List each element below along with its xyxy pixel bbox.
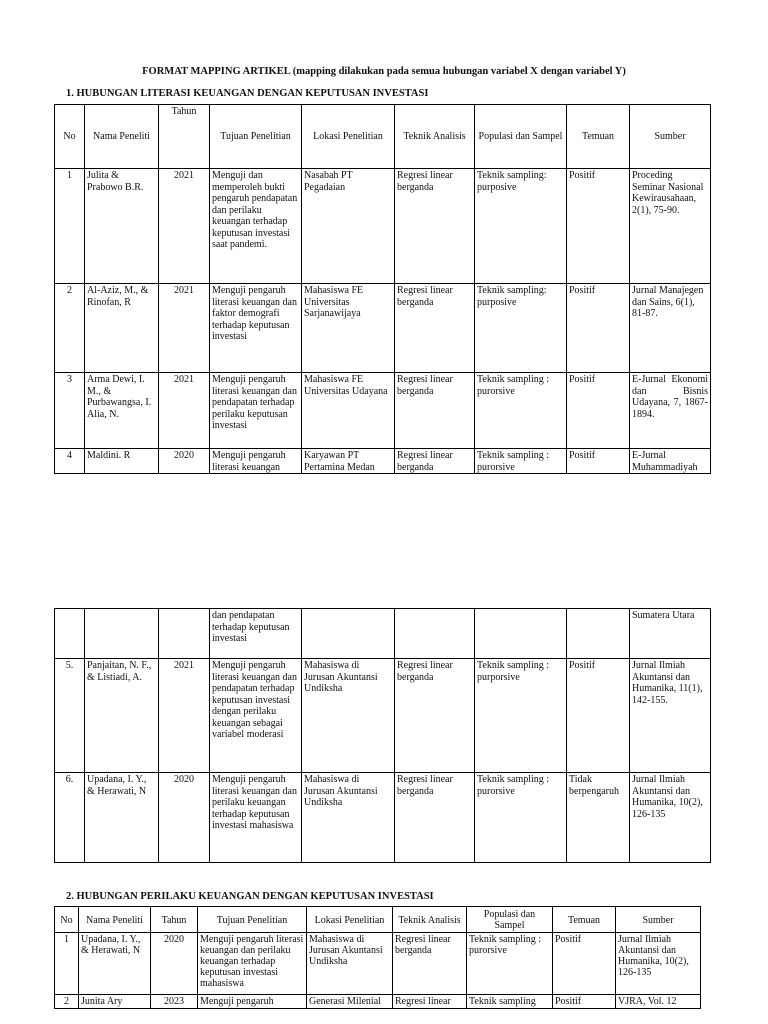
cell-populasi: Teknik sampling: purposive <box>475 284 567 373</box>
cell-sumber: VJRA, Vol. 12 <box>616 995 701 1009</box>
cell-sumber: Jurnal Ilmiah Akuntansi dan Humanika, 10(2), 126-135 <box>616 933 701 995</box>
cell-lokasi: Mahasiswa di Jurusan Akuntansi Undiksha <box>302 773 395 863</box>
cell-temuan: Positif <box>567 659 630 773</box>
col-header-tahun: Tahun <box>159 105 210 169</box>
col-header-populasi: Populasi dan Sampel <box>467 907 553 933</box>
cell-tahun: 2021 <box>159 169 210 284</box>
col-header-teknik: Teknik Analisis <box>395 105 475 169</box>
cell-tahun: 2020 <box>159 773 210 863</box>
col-header-teknik: Teknik Analisis <box>393 907 467 933</box>
cell-tujuan: Menguji pengaruh <box>198 995 307 1009</box>
cell-populasi: Teknik sampling : purorsive <box>475 449 567 474</box>
cell-sumber: Sumatera Utara <box>630 609 711 659</box>
cell-lokasi <box>302 609 395 659</box>
cell-nama: Junita Ary <box>79 995 151 1009</box>
table-row <box>55 449 711 474</box>
cell-teknik: Regresi linear berganda <box>393 933 467 995</box>
cell-sumber: Jurnal Manajegen dan Sains, 6(1), 81-87. <box>630 284 711 373</box>
cell-temuan: Positif <box>567 373 630 449</box>
col-header-temuan: Temuan <box>567 105 630 169</box>
table-row <box>55 373 711 449</box>
section-1-table <box>54 104 711 474</box>
cell-populasi <box>475 609 567 659</box>
cell-nama <box>85 609 159 659</box>
cell-tujuan: dan pendapatan terhadap keputusan investasi <box>210 609 302 659</box>
table-header-row <box>55 907 701 933</box>
col-header-tujuan: Tujuan Penelitian <box>210 105 302 169</box>
cell-sumber: Jurnal Ilmiah Akuntansi dan Humanika, 11(1), 142-155. <box>630 659 711 773</box>
cell-tujuan: Menguji pengaruh literasi keuangan dan perilaku keuangan terhadap keputusan investasi mahasiswa <box>198 933 307 995</box>
cell-tujuan: Menguji pengaruh literasi keuangan dan pendapatan terhadap keputusan investasi dengan perilaku keuangan sebagai variabel moderasi <box>210 659 302 773</box>
cell-no: 2 <box>55 995 79 1009</box>
cell-teknik: Regresi linear berganda <box>395 284 475 373</box>
col-header-tujuan: Tujuan Penelitian <box>198 907 307 933</box>
cell-tujuan: Menguji pengaruh literasi keuangan dan pendapatan terhadap perilaku keputusan investasi <box>210 373 302 449</box>
cell-nama: Arma Dewi, I. M., & Purbawangsa, I. Alia, N. <box>85 373 159 449</box>
cell-teknik <box>395 609 475 659</box>
cell-lokasi: Mahasiswa FE Universitas Sarjanawijaya <box>302 284 395 373</box>
cell-temuan: Positif <box>567 449 630 474</box>
cell-sumber: Proceding Seminar Nasional Kewirausahaan, 2(1), 75-90. <box>630 169 711 284</box>
cell-tujuan: Menguji dan memperoleh bukti pengaruh pendapatan dan perilaku keuangan terhadap keputusan investasi saat pandemi. <box>210 169 302 284</box>
col-header-sumber: Sumber <box>616 907 701 933</box>
cell-no: 4 <box>55 449 85 474</box>
cell-nama: Al-Aziz, M., & Rinofan, R <box>85 284 159 373</box>
cell-nama: Panjaitan, N. F., & Listiadi, A. <box>85 659 159 773</box>
cell-nama: Upadana, I. Y., & Herawati, N <box>85 773 159 863</box>
cell-lokasi: Mahasiswa FE Universitas Udayana <box>302 373 395 449</box>
cell-tujuan: Menguji pengaruh literasi keuangan dan faktor demografi terhadap keputusan investasi <box>210 284 302 373</box>
cell-populasi: Teknik sampling : purorsive <box>467 933 553 995</box>
cell-tujuan: Menguji pengaruh literasi keuangan dan perilaku keuangan terhadap keputusan investasi mahasiswa <box>210 773 302 863</box>
col-header-lokasi: Lokasi Penelitian <box>302 105 395 169</box>
cell-tahun: 2023 <box>151 995 198 1009</box>
cell-temuan: Tidak berpengaruh <box>567 773 630 863</box>
cell-lokasi: Nasabah PT Pegadaian <box>302 169 395 284</box>
cell-no: 1 <box>55 169 85 284</box>
section-2-table <box>54 906 701 1009</box>
cell-no <box>55 609 85 659</box>
section-2-heading: 2. HUBUNGAN PERILAKU KEUANGAN DENGAN KEPUTUSAN INVESTASI <box>66 891 434 902</box>
col-header-populasi: Populasi dan Sampel <box>475 105 567 169</box>
cell-nama: Julita & Prabowo B.R. <box>85 169 159 284</box>
cell-sumber: E-Jurnal Muhammadiyah <box>630 449 711 474</box>
table-row <box>55 933 701 995</box>
cell-teknik: Regresi linear berganda <box>395 659 475 773</box>
page-title: FORMAT MAPPING ARTIKEL (mapping dilakukan pada semua hubungan variabel X dengan variabel Y) <box>142 66 626 77</box>
cell-teknik: Regresi linear berganda <box>395 169 475 284</box>
cell-lokasi: Mahasiswa di Jurusan Akuntansi Undiksha <box>307 933 393 995</box>
table-row <box>55 995 701 1009</box>
cell-sumber: Jurnal Ilmiah Akuntansi dan Humanika, 10(2), 126-135 <box>630 773 711 863</box>
cell-populasi: Teknik sampling : purorsive <box>475 773 567 863</box>
cell-tahun: 2020 <box>151 933 198 995</box>
col-header-tahun: Tahun <box>151 907 198 933</box>
cell-lokasi: Karyawan PT Pertamina Medan <box>302 449 395 474</box>
cell-lokasi: Generasi Milenial <box>307 995 393 1009</box>
section-1-table-continued <box>54 608 711 863</box>
col-header-sumber: Sumber <box>630 105 711 169</box>
cell-temuan: Positif <box>567 169 630 284</box>
section-1-heading: 1. HUBUNGAN LITERASI KEUANGAN DENGAN KEPUTUSAN INVESTASI <box>66 88 429 99</box>
table-row <box>55 773 711 863</box>
cell-nama: Maldini. R <box>85 449 159 474</box>
table-row <box>55 609 711 659</box>
cell-no: 3 <box>55 373 85 449</box>
cell-nama: Upadana, I. Y., & Herawati, N <box>79 933 151 995</box>
cell-tahun: 2020 <box>159 449 210 474</box>
cell-populasi: Teknik sampling <box>467 995 553 1009</box>
col-header-lokasi: Lokasi Penelitian <box>307 907 393 933</box>
cell-temuan: Positif <box>567 284 630 373</box>
cell-teknik: Regresi linear berganda <box>395 373 475 449</box>
cell-lokasi: Mahasiswa di Jurusan Akuntansi Undiksha <box>302 659 395 773</box>
cell-sumber: E-Jurnal Ekonomi dan Bisnis Udayana, 7, 1867-1894. <box>630 373 711 449</box>
table-header-row <box>55 105 711 169</box>
cell-temuan: Positif <box>553 933 616 995</box>
col-header-no: No <box>55 105 85 169</box>
cell-tahun: 2021 <box>159 659 210 773</box>
cell-teknik: Regresi linear <box>393 995 467 1009</box>
cell-temuan: Positif <box>553 995 616 1009</box>
cell-tahun: 2021 <box>159 284 210 373</box>
cell-no: 5. <box>55 659 85 773</box>
table-row <box>55 284 711 373</box>
cell-tujuan: Menguji pengaruh literasi keuangan <box>210 449 302 474</box>
col-header-temuan: Temuan <box>553 907 616 933</box>
cell-no: 6. <box>55 773 85 863</box>
cell-tahun <box>159 609 210 659</box>
cell-populasi: Teknik sampling : purorsive <box>475 373 567 449</box>
cell-populasi: Teknik sampling : purporsive <box>475 659 567 773</box>
col-header-nama-peneliti: Nama Peneliti <box>79 907 151 933</box>
cell-teknik: Regresi linear berganda <box>395 449 475 474</box>
cell-temuan <box>567 609 630 659</box>
cell-no: 2 <box>55 284 85 373</box>
cell-populasi: Teknik sampling: purposive <box>475 169 567 284</box>
cell-tahun: 2021 <box>159 373 210 449</box>
table-row <box>55 169 711 284</box>
cell-teknik: Regresi linear berganda <box>395 773 475 863</box>
cell-no: 1 <box>55 933 79 995</box>
col-header-nama-peneliti: Nama Peneliti <box>85 105 159 169</box>
table-row <box>55 659 711 773</box>
col-header-no: No <box>55 907 79 933</box>
